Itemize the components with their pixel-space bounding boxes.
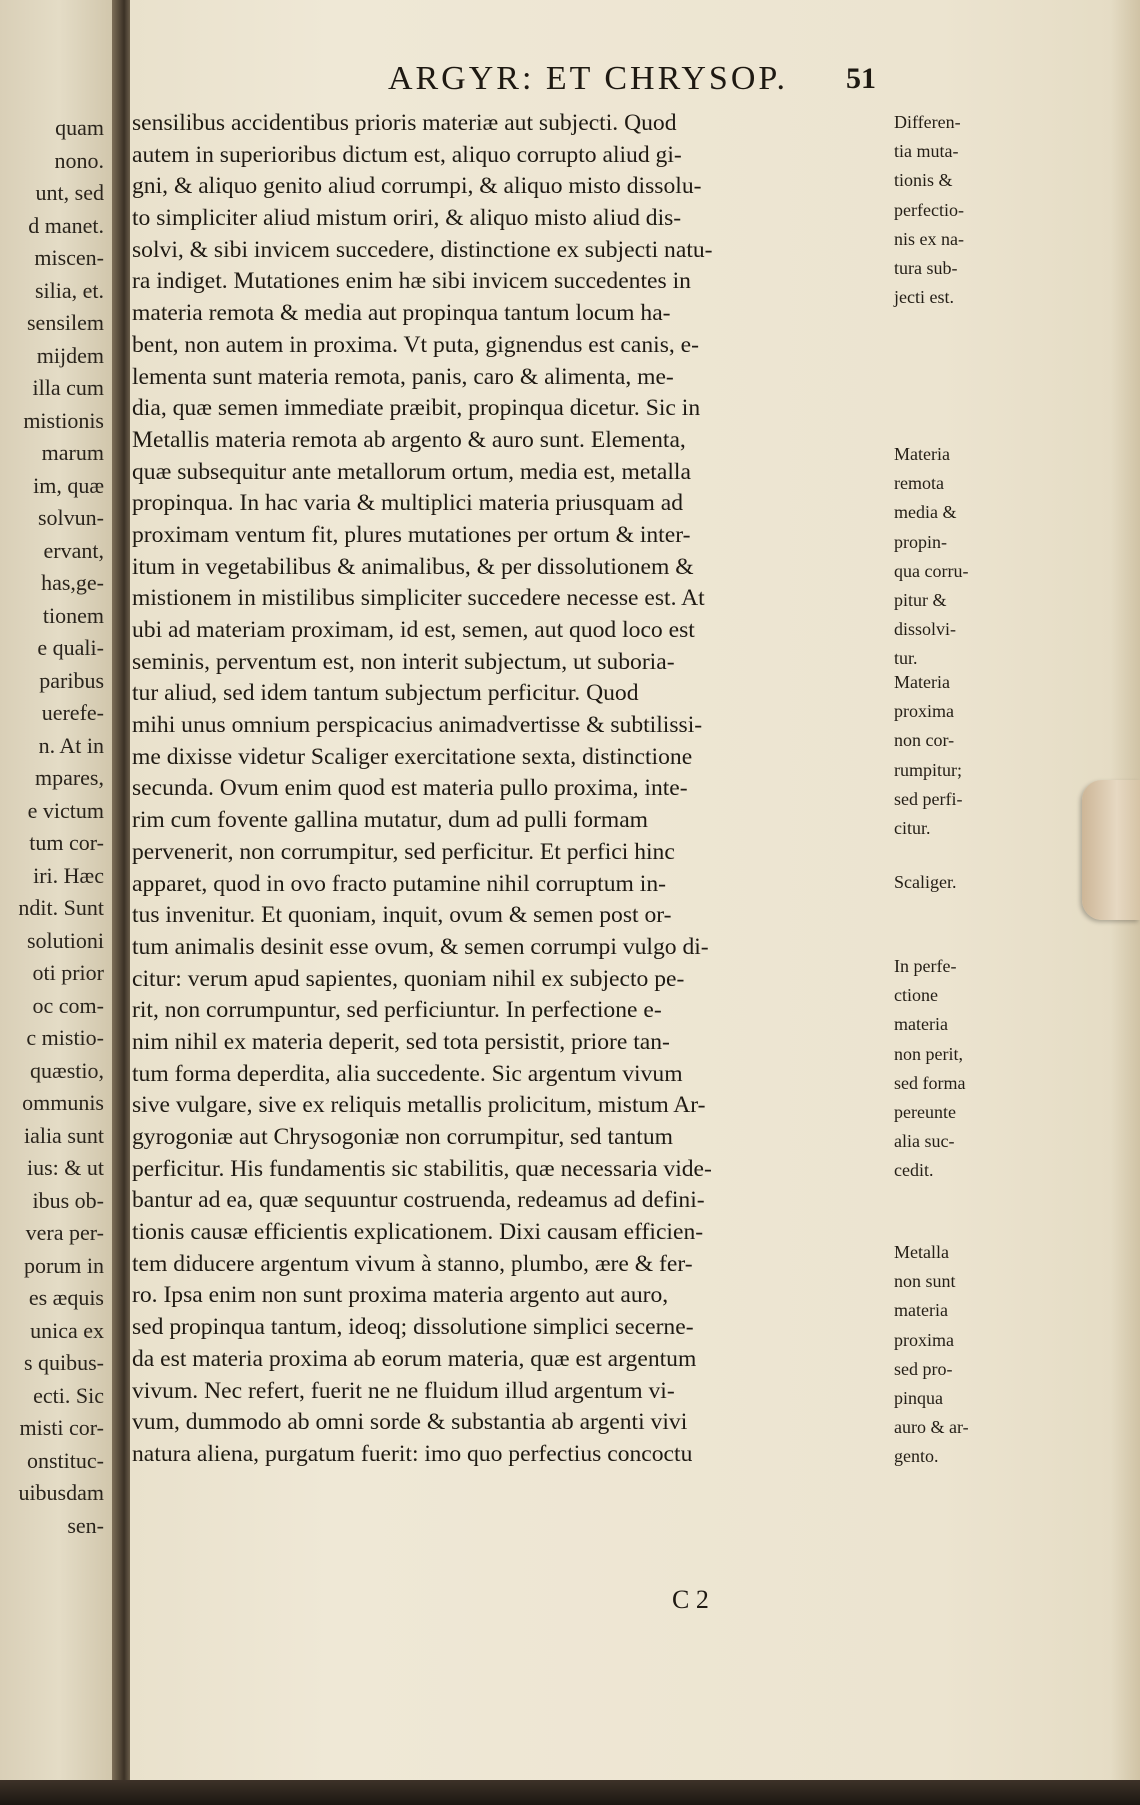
text-line: autem in superioribus dictum est, aliquo corrupto aliud gi- [132,141,682,168]
text-line: tus invenitur. Et quoniam, inquit, ovum & semen post or- [132,902,672,929]
marginal-note-line: remota [894,473,944,494]
marginal-note-line: Materia [894,672,950,692]
facing-page-line: misti cor- [19,1415,104,1440]
marginal-note [894,668,1034,843]
marginal-note-line: tionis & [894,170,953,191]
marginal-note-line: gento. [894,1446,939,1467]
marginal-note-line: dissolvi- [894,619,957,640]
facing-page-line: porum in [23,1252,104,1278]
facing-page-line: n. At in [38,732,104,758]
facing-page-line: vera per- [25,1220,104,1245]
facing-page-line: s quibus- [23,1350,104,1375]
text-line: secunda. Ovum enim quod est materia pullo proxima, inte- [132,775,688,802]
text-line: vivum. Nec refert, fuerit ne ne fluidum illud argentum vi- [132,1377,675,1404]
facing-page-line: ibus ob- [32,1187,104,1213]
text-line: citur: verum apud sapientes, quoniam nihil ex subjecto pe- [132,965,685,992]
text-line: quæ subsequitur ante metallorum ortum, media est, metalla [132,458,691,485]
facing-page-fragment [0,0,118,1805]
marginal-note-line: sed perfi- [894,788,963,809]
text-line: tum forma deperdita, alia succedente. Sic argentum vivum [132,1060,683,1087]
marginal-note-line: Metalla [894,1242,949,1262]
facing-page-line: uibusdam [18,1480,104,1505]
text-line: rim cum fovente gallina mutatur, dum ad pulli formam [132,807,649,834]
facing-page-line: sen- [67,1512,104,1538]
text-line: sive vulgare, sive ex reliquis metallis prolicitum, mistum Ar- [132,1092,706,1119]
marginal-note-line: proxima [894,1329,954,1350]
running-title: ARGYR: ET CHRYSOP. [387,60,789,97]
facing-page-line: silia, et. [34,277,104,303]
marginal-note [894,440,1034,674]
marginal-note-line: cedit. [894,1160,934,1181]
facing-page-line: quam [55,115,104,140]
facing-page-line: onstituc- [27,1447,104,1473]
text-line: sensilibus accidentibus prioris materiæ aut subjecti. Quod [132,110,677,136]
marginal-note-line: auro & ar- [894,1417,969,1438]
facing-page-line: ius: & ut [26,1155,104,1180]
facing-page-line: unt, sed [35,180,104,205]
marginal-note-line: perfectio- [894,199,964,220]
text-line: me dixisse videtur Scaliger exercitatione sexta, distinctione [132,743,693,770]
facing-page-line: illa cum [32,375,104,400]
marginal-note-line: pereunte [894,1101,956,1122]
facing-page-line: oc com- [32,992,104,1018]
text-line: ra indiget. Mutationes enim hæ sibi invicem succedentes in [132,268,691,295]
text-line: natura aliena, purgatum fuerit: imo quo perfectius concoctu [132,1440,693,1467]
marginal-note-line: ctione [894,985,938,1006]
text-line: itum in vegetabilibus & animalibus, & per dissolutionem & [132,553,694,580]
marginal-note-line: tia muta- [894,141,959,162]
text-line: bantur ad ea, quæ sequuntur costruenda, redeamus ad defini- [132,1187,705,1214]
text-line: Metallis materia remota ab argento & auro sunt. Elementa, [132,426,686,453]
facing-page-line: ommunis [22,1090,104,1115]
text-line: tem diducere argentum vivum à stanno, plumbo, ære & fer- [132,1250,693,1277]
facing-page-line: mpares, [34,765,104,790]
text-line: tum animalis desinit esse ovum, & semen corrumpi vulgo di- [132,933,709,960]
marginal-note [894,1238,1034,1472]
marginal-note-line: proxima [894,701,954,722]
main-text-block [130,108,910,1471]
text-line: seminis, perventum est, non interit subjectum, ut suboria- [132,648,675,675]
facing-page-line: ndit. Sunt [18,895,104,920]
facing-page-line: e quali- [37,635,104,660]
marginal-note-line: nis ex na- [894,228,964,249]
marginal-note-line: propin- [894,531,947,552]
text-line: bent, non autem in proxima. Vt puta, gignendus est canis, e- [132,331,700,358]
book-page [130,0,1140,1805]
text-line: dia, quæ semen immediate præibit, propinqua dicetur. Sic in [132,395,701,422]
text-line: materia remota & media aut propinqua tantum locum ha- [132,300,671,327]
text-line: apparet, quod in ovo fracto putamine nihil corruptum in- [132,870,666,897]
facing-page-line: paribus [39,667,104,693]
facing-page-line: e victum [27,797,104,823]
facing-page-line: tum cor- [29,830,104,855]
marginal-note-line: pinqua [894,1387,943,1408]
marginal-note-line: media & [894,502,957,523]
marginal-note-line: tura sub- [894,257,958,278]
text-line: vum, dummodo ab omni sorde & substantia ab argenti vivi [132,1409,688,1436]
text-line: ro. Ipsa enim non sunt proxima materia argento aut auro, [132,1282,669,1309]
facing-page-line: unica ex [30,1317,104,1343]
text-line: propinqua. In hac varia & multiplici materia priusquam ad [132,490,684,517]
marginal-note-line: materia [894,1300,948,1321]
text-line: tionis causæ efficientis explicationem. Dixi causam efficien- [132,1219,704,1246]
marginal-note-line: Differen- [894,112,961,132]
facing-page-line: sensilem [27,310,104,335]
text-line: pervenerit, non corrumpitur, sed perficitur. Et perfici hinc [132,838,675,865]
marginal-note-line: pitur & [894,589,947,610]
facing-page-line: oti prior [32,960,104,985]
marginal-note-line: materia [894,1014,948,1035]
marginal-note-line: non cor- [894,730,955,751]
signature-mark: C 2 [672,1585,709,1614]
facing-page-line: tionem [42,602,104,628]
facing-page-line: uerefe- [41,700,104,725]
facing-page-line: d manet. [28,212,104,238]
facing-page-line: marum [41,440,104,465]
page-number: 51 [846,62,876,95]
marginal-note-line: non sunt [894,1271,956,1292]
facing-page-line: iri. Hæc [33,862,104,888]
paper-bookmark [1082,780,1140,920]
text-line: proximam ventum fit, plures mutationes per ortum & inter- [132,521,691,548]
marginal-note-line: sed pro- [894,1358,953,1379]
facing-page-line: im, quæ [33,472,104,498]
text-line: ubi ad materiam proximam, id est, semen, aut quod loco est [132,617,695,643]
text-line: sed propinqua tantum, ideoq; dissolutione simplici secerne- [132,1314,694,1341]
text-line: mistionem in mistilibus simpliciter succedere necesse est. At [132,585,705,612]
facing-page-line: mijdem [36,342,104,368]
text-line: perficitur. His fundamentis sic stabilitis, quæ necessaria vide- [132,1155,712,1182]
facing-page-text [0,112,118,1542]
marginal-note-line: qua corru- [894,560,969,581]
marginal-note [894,952,1034,1186]
text-line: tur aliud, sed idem tantum subjectum perficitur. Quod [132,680,639,707]
facing-page-line: es æquis [28,1285,104,1310]
facing-page-line: ialia sunt [23,1122,104,1148]
facing-page-line: c mistio- [26,1025,104,1050]
facing-page-line: ervant, [43,537,104,563]
text-line: solvi, & sibi invicem succedere, distinctione ex subjecti natu- [132,236,713,263]
facing-page-line: nono. [54,147,104,173]
marginal-note-line: non perit, [894,1043,963,1064]
marginal-note-line: rumpitur; [894,759,962,780]
marginal-note-line: Materia [894,444,950,464]
text-line: to simpliciter aliud mistum oriri, & aliquo misto aliud dis- [132,205,682,232]
marginal-note [894,108,1034,312]
marginal-note [894,868,1034,897]
marginal-note-line: citur. [894,817,931,838]
facing-page-line: solutioni [26,927,104,953]
text-line: da est materia proxima ab eorum materia, quæ est argentum [132,1345,697,1372]
marginal-note-line: Scaliger. [894,872,957,892]
marginal-note-line: tur. [894,648,918,669]
facing-page-line: ecti. Sic [33,1382,104,1408]
text-line: nim nihil ex materia deperit, sed tota persistit, priore tan- [132,1028,670,1055]
marginal-note-line: In perfe- [894,956,957,976]
text-line: mihi unus omnium perspicacius animadvertisse & subtilissi- [132,712,703,739]
page-bottom-edge [0,1780,1140,1805]
marginal-note-line: alia suc- [894,1131,955,1152]
text-line: gyrogoniæ aut Chrysogoniæ non corrumpitur, sed tantum [132,1124,674,1150]
text-line: gni, & aliquo genito aliud corrumpi, & aliquo misto dissolu- [132,173,702,200]
marginal-note-line: sed forma [894,1072,966,1093]
marginal-note-line: jecti est. [894,287,954,308]
facing-page-line: solvun- [38,505,104,530]
facing-page-line: miscen- [34,245,104,270]
facing-page-line: quæstio, [30,1057,104,1083]
text-line: rit, non corrumpuntur, sed perficiuntur. In perfectione e- [132,997,662,1024]
facing-page-line: has,ge- [41,570,104,595]
facing-page-line: mistionis [23,407,104,433]
text-line: lementa sunt materia remota, panis, caro & alimenta, me- [132,363,674,390]
